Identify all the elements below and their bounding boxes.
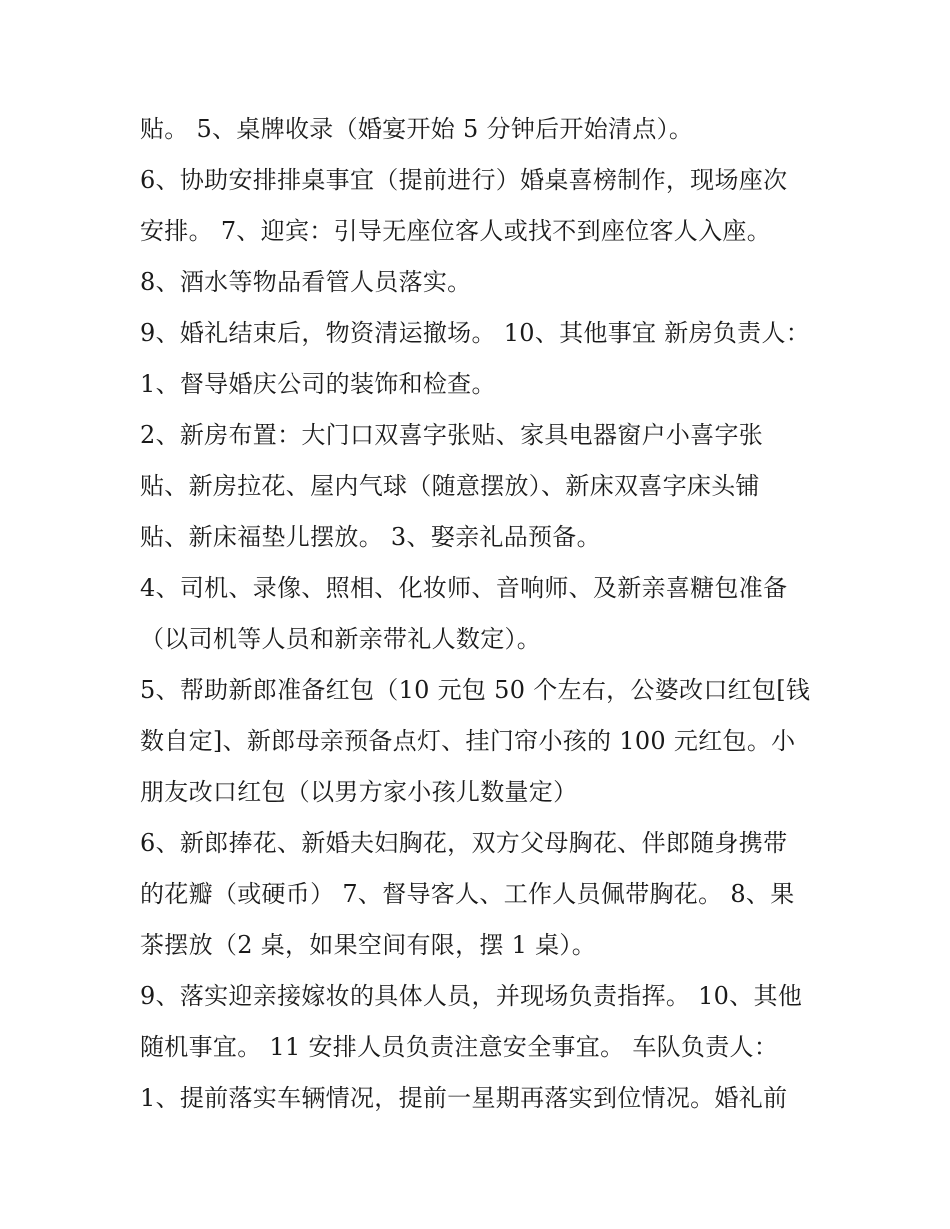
text-line: （以司机等人员和新亲带礼人数定）。 <box>140 625 542 653</box>
text-line: 4、司机、录像、照相、化妆师、音响师、及新亲喜糖包准备 <box>140 574 788 602</box>
text-line: 9、婚礼结束后，物资清运撤场。 10、其他事宜 新房负责人： <box>140 319 811 347</box>
text-line: 贴、新房拉花、屋内气球（随意摆放）、新床双喜字床头铺 <box>140 472 760 500</box>
text-line: 9、落实迎亲接嫁妆的具体人员，并现场负责指挥。 10、其他 <box>140 982 803 1010</box>
text-line: 5、帮助新郎准备红包（10 元包 50 个左右，公婆改口红包[钱 <box>140 676 811 704</box>
text-line: 6、协助安排排桌事宜（提前进行）婚桌喜榜制作，现场座次 <box>140 166 788 194</box>
text-line: 6、新郎捧花、新婚夫妇胸花，双方父母胸花、伴郎随身携带 <box>140 829 788 857</box>
text-line: 8、酒水等物品看管人员落实。 <box>140 268 472 296</box>
text-line: 的花瓣（或硬币） 7、督导客人、工作人员佩带胸花。 8、果 <box>140 880 795 908</box>
text-line: 朋友改口红包（以男方家小孩儿数量定） <box>140 778 578 806</box>
text-line: 随机事宜。 11 安排人员负责注意安全事宜。 车队负责人： <box>140 1033 779 1061</box>
text-line: 数自定]、新郎母亲预备点灯、挂门帘小孩的 100 元红包。小 <box>140 727 796 755</box>
text-line: 2、新房布置：大门口双喜字张贴、家具电器窗户小喜字张 <box>140 421 764 449</box>
text-line: 1、督导婚庆公司的装饰和检查。 <box>140 370 496 398</box>
text-line: 茶摆放（2 桌，如果空间有限，摆 1 桌）。 <box>140 931 597 959</box>
text-line: 贴。 5、桌牌收录（婚宴开始 5 分钟后开始清点）。 <box>140 115 694 143</box>
text-line: 安排。 7、迎宾：引导无座位客人或找不到座位客人入座。 <box>140 217 771 245</box>
document-body <box>140 104 820 1124</box>
text-line: 贴、新床福垫儿摆放。 3、娶亲礼品预备。 <box>140 523 601 551</box>
text-line: 1、提前落实车辆情况，提前一星期再落实到位情况。婚礼前 <box>140 1084 788 1112</box>
